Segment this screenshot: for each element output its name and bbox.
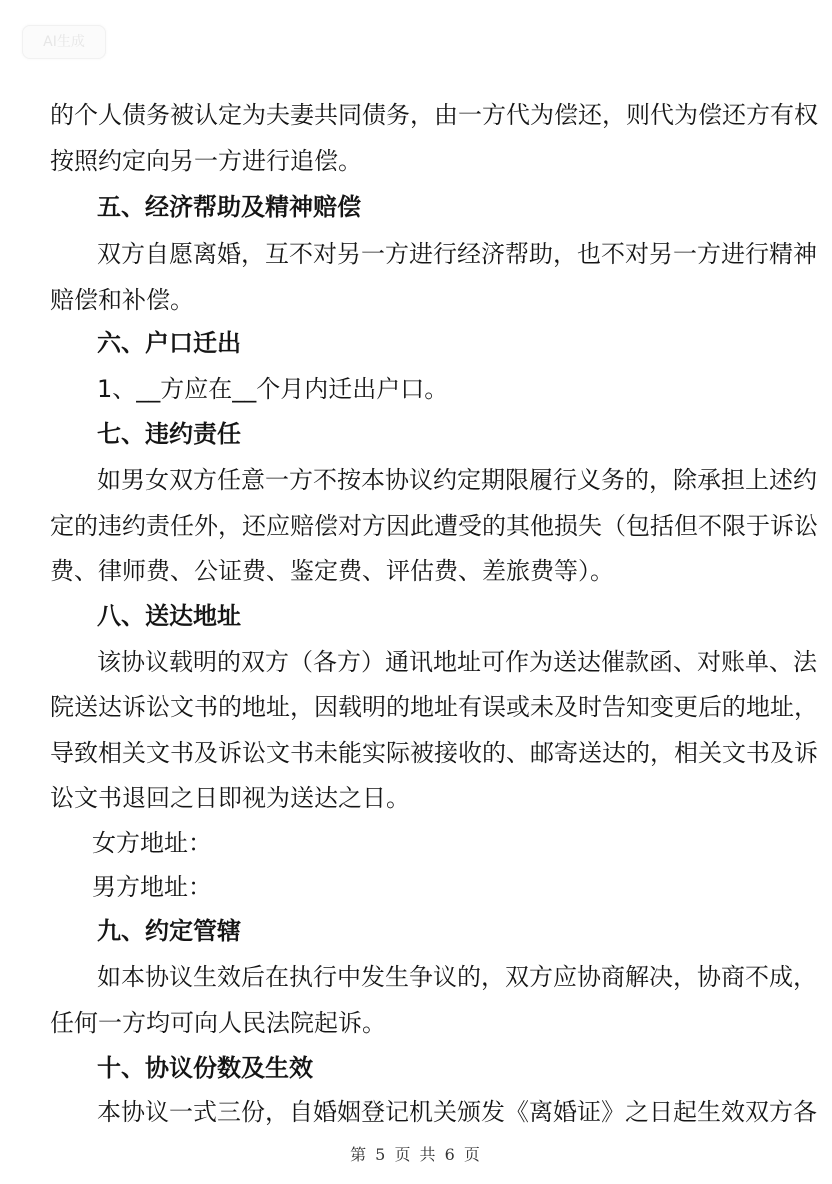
section-heading-10: 十、协议份数及生效 [97, 1054, 313, 1082]
paragraph-line: 的个人债务被认定为夫妻共同债务，由一方代为偿还，则代为偿还方有权 [50, 101, 818, 129]
paragraph-line: 讼文书退回之日即视为送达之日。 [50, 784, 410, 812]
section-heading-9: 九、约定管辖 [97, 917, 241, 945]
section-heading-6: 六、户口迁出 [97, 329, 241, 357]
paragraph-line: 如男女双方任意一方不按本协议约定期限履行义务的，除承担上述约 [97, 466, 817, 494]
paragraph-line: 1、__方应在__个月内迁出户口。 [97, 375, 449, 403]
female-address-label: 女方地址： [92, 829, 212, 857]
paragraph-line: 任何一方均可向人民法院起诉。 [50, 1009, 386, 1037]
section-heading-8: 八、送达地址 [97, 602, 241, 630]
paragraph-line: 定的违约责任外，还应赔偿对方因此遭受的其他损失（包括但不限于诉讼 [50, 512, 818, 540]
paragraph-line: 该协议载明的双方（各方）通讯地址可作为送达催款函、对账单、法 [97, 648, 817, 676]
page-number-footer: 第 5 页 共 6 页 [350, 1145, 482, 1164]
section-heading-5: 五、经济帮助及精神赔偿 [97, 193, 361, 221]
paragraph-line: 院送达诉讼文书的地址，因载明的地址有误或未及时告知变更后的地址， [50, 693, 818, 721]
paragraph-line: 如本协议生效后在执行中发生争议的，双方应协商解决，协商不成， [97, 963, 817, 991]
paragraph-line: 导致相关文书及诉讼文书未能实际被接收的、邮寄送达的，相关文书及诉 [50, 739, 818, 767]
paragraph-line: 按照约定向另一方进行追偿。 [50, 147, 362, 175]
paragraph-line: 赔偿和补偿。 [50, 286, 194, 314]
male-address-label: 男方地址： [92, 873, 212, 901]
section-heading-7: 七、违约责任 [97, 420, 241, 448]
ai-generated-badge: AI生成 [22, 25, 106, 59]
paragraph-line: 双方自愿离婚，互不对另一方进行经济帮助，也不对另一方进行精神 [97, 240, 817, 268]
paragraph-line: 本协议一式三份，自婚姻登记机关颁发《离婚证》之日起生效双方各 [97, 1098, 817, 1126]
paragraph-line: 费、律师费、公证费、鉴定费、评估费、差旅费等）。 [50, 557, 614, 585]
